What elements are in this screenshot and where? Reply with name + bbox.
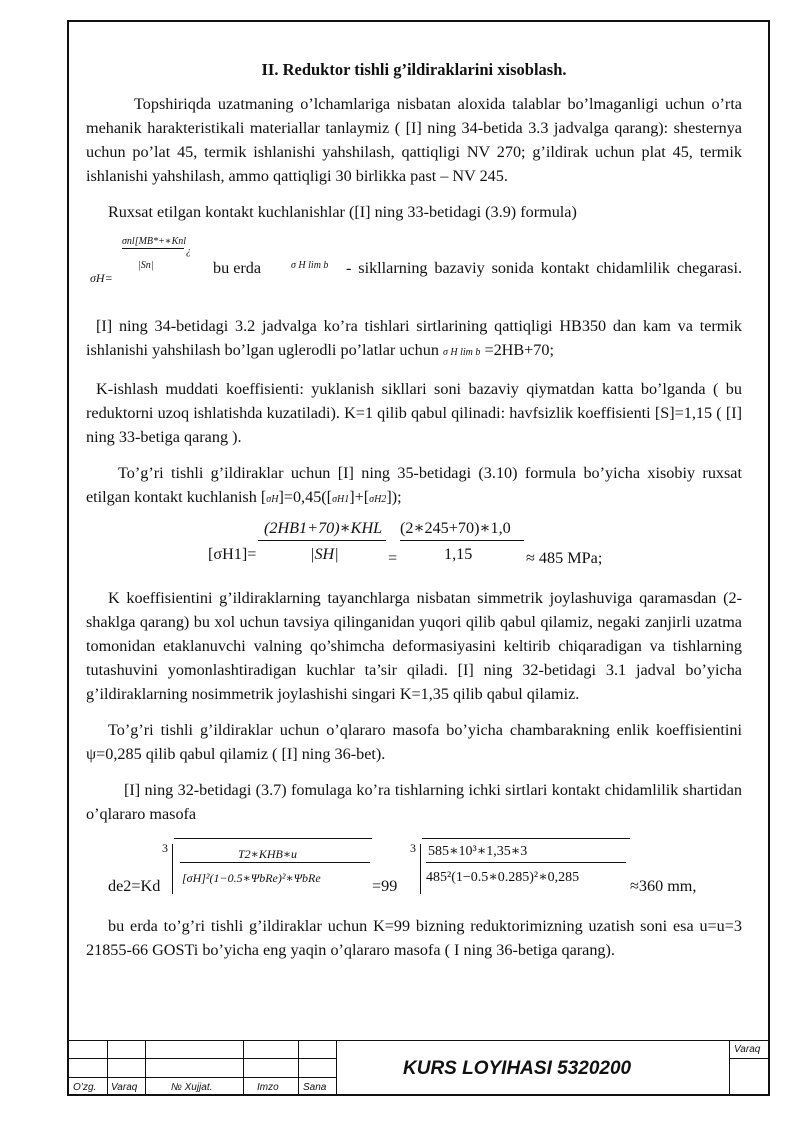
- text-2hb70: =2HB+70;: [484, 341, 554, 359]
- symbol-sigma-hlimb-2: σ H lim b: [442, 347, 481, 358]
- formula2-den2: 1,15: [444, 545, 473, 563]
- formula-lhs: σH=: [90, 271, 113, 285]
- formula2-lhs: [σH1]=: [208, 545, 257, 563]
- formula2-num1: (2HB1+70)∗KHL: [264, 519, 383, 537]
- formula2-den1: |SH|: [310, 545, 339, 563]
- paragraph-materials: Topshiriqda uzatmaning o’lchamlariga nisbatan aloxida talablar bo’lmaganligi uchun o’rta mehanik harakteristikali materiallar tanlaymiz ( [I] ning 34-betida 3.3 jadvalga qarang): shesternya uchun po’lat 45, termik ishlanishi yahshilash, qattiqligi NV 270; g’ildirak uchun plat 45, termik ishlanishi yahshilash, ammo qattiqligi 30 birlikka past – NV 245.: [86, 95, 742, 185]
- formula-denominator: |Sn|: [138, 260, 154, 271]
- text-design-stress-d: ]);: [386, 488, 402, 506]
- paragraph-allowed-stress: Ruxsat etilgan kontakt kuchlanishlar ([I] ning 33-betidagi (3.9) formula): [108, 203, 577, 221]
- fraction-bar-4: [180, 862, 370, 863]
- formula3-root-index: 3: [162, 841, 168, 855]
- text-bu-erda: bu erda: [213, 259, 262, 277]
- fraction-bar: [122, 248, 184, 249]
- formula2-result: ≈ 485 MPa;: [526, 549, 603, 567]
- formula3-eq: =99: [372, 877, 398, 895]
- stamp-label-xujjat: № Xujjat.: [171, 1082, 213, 1093]
- paragraph-psi: To’g’ri tishli g’ildiraklar uchun o’qlararo masofa bo’yicha chambarakning enlik koeffisientini ψ=0,285 qilib qabul qilamiz ( [I] ning 36-bet).: [86, 721, 742, 763]
- fraction-bar-5: [426, 862, 626, 863]
- paragraph-khbeta: K koeffisientini g’ildiraklarning tayanchlarga nisbatan simmetrik joylashuviga qaramasdan (2-shaklga qarang) bu xol uchun tavsiya qilinganidan yuqori qilib qabul qilamiz, negaki zanjirli uzatma tomonidan etaklanuvchi valning qo’shimcha deformasiyasini keltirib chiqaradigan va tishlarning tutashuvini yomonlashtiradigan kuchlar ta’sir qiladi. [I] ning 32-betidagi 3.1 jadval bo’yicha g’ildiraklarning nosimmetrik joylashishi singari K=1,35 qilib qabul qilamiz.: [86, 589, 742, 703]
- stamp-label-sana: Sana: [303, 1082, 327, 1093]
- formula-contact-stress: [86, 224, 742, 292]
- symbol-sigma-h2: σH2: [369, 494, 387, 505]
- formula3-num1: T2∗KHB∗u: [238, 847, 297, 861]
- symbol-sigma-h1: σH1: [332, 494, 350, 505]
- formula3-num2: 585∗10³∗1,35∗3: [428, 844, 528, 859]
- paragraph-hb350: [86, 314, 742, 365]
- text-design-stress-b: ]=0,45([: [278, 488, 333, 506]
- stamp-document-title: KURS LOYIHASI 5320200: [403, 1058, 632, 1079]
- section-title: II. Reduktor tishli g’ildiraklarini xisoblash.: [261, 60, 567, 79]
- paragraph-center-distance: [I] ning 32-betidagi (3.7) fomulaga ko’ra tishlarning ichki sirtlari kontakt chidamlilik shartidan o’qlararo masofa: [86, 781, 742, 823]
- document-body: [86, 54, 742, 962]
- stamp-label-ozg: O’zg.: [73, 1082, 97, 1093]
- formula3-den2: 485²(1−0.5∗0.285)²∗0,285: [426, 870, 580, 885]
- title-block: [67, 1040, 770, 1096]
- formula-numerator: σnl[MB*+∗Knl: [122, 236, 187, 247]
- text-hb350: [I] ning 34-betidagi 3.2 jadvalga ko’ra tishlari sirtlarining qattiqligi HB350 dan kam va termik ishlanishi yahshilash bo’lgan uglerodli po’latlar uchun: [86, 317, 742, 359]
- text-knl: K-ishlash muddati koeffisienti: yuklanish sikllari soni bazaviy qiymatdan katta bo’lganda ( bu reduktorni uzoq ishlatishda kuzatiladi). K=1 qilib qabul qilinadi: havfsizlik koeffisienti [S]=1,15 ( [I] ning 33-betiga qarang ).: [86, 380, 742, 446]
- formula-sigma-h1: [86, 512, 742, 572]
- stamp-label-sheet: Varaq: [734, 1044, 761, 1055]
- stamp-label-varaq: Varaq: [111, 1082, 138, 1093]
- root-bar-2: [422, 838, 630, 839]
- root-bar: [174, 838, 372, 839]
- formula3-den1: [σH]²(1−0.5∗ΨbRe)²∗ΨbRe: [182, 871, 321, 885]
- formula3-result: ≈360 mm,: [630, 877, 697, 895]
- fraction-bar-3: [400, 540, 524, 541]
- paragraph-kd: bu erda to’g’ri tishli g’ildiraklar uchun K=99 bizning reduktorimizning uzatish soni esa u=u=3 21855-66 GOSTi bo’yicha eng yaqin o’qlararo masofa ( I ning 36-betiga qarang).: [86, 917, 742, 959]
- formula3-root-index-2: 3: [410, 841, 416, 855]
- text-design-stress-c: ]+[: [349, 488, 370, 506]
- formula-tail: ¿: [186, 246, 191, 257]
- text-chidamlilik: - sikllarning bazaviy sonida kontakt chidamlilik chegarasi.: [346, 259, 742, 277]
- formula2-num2: (2∗245+70)∗1,0: [400, 519, 511, 537]
- text-design-stress-a: To’g’ri tishli g’ildiraklar uchun [I] ning 35-betidagi (3.10) formula bo’yicha xisobiy ruxsat etilgan kontakt kuchlanish [: [86, 464, 742, 506]
- fraction-bar-2: [258, 540, 386, 541]
- stamp-label-imzo: Imzo: [257, 1082, 279, 1093]
- formula3-lhs: de2=Kd: [108, 877, 161, 895]
- paragraph-knl: [86, 377, 742, 449]
- formula2-eq: =: [388, 549, 398, 567]
- paragraph-design-stress: [86, 461, 742, 512]
- symbol-sigma-hlimb: σ H lim b: [291, 260, 329, 271]
- symbol-sigma-h: σH: [266, 494, 279, 505]
- formula-de2: [86, 826, 742, 900]
